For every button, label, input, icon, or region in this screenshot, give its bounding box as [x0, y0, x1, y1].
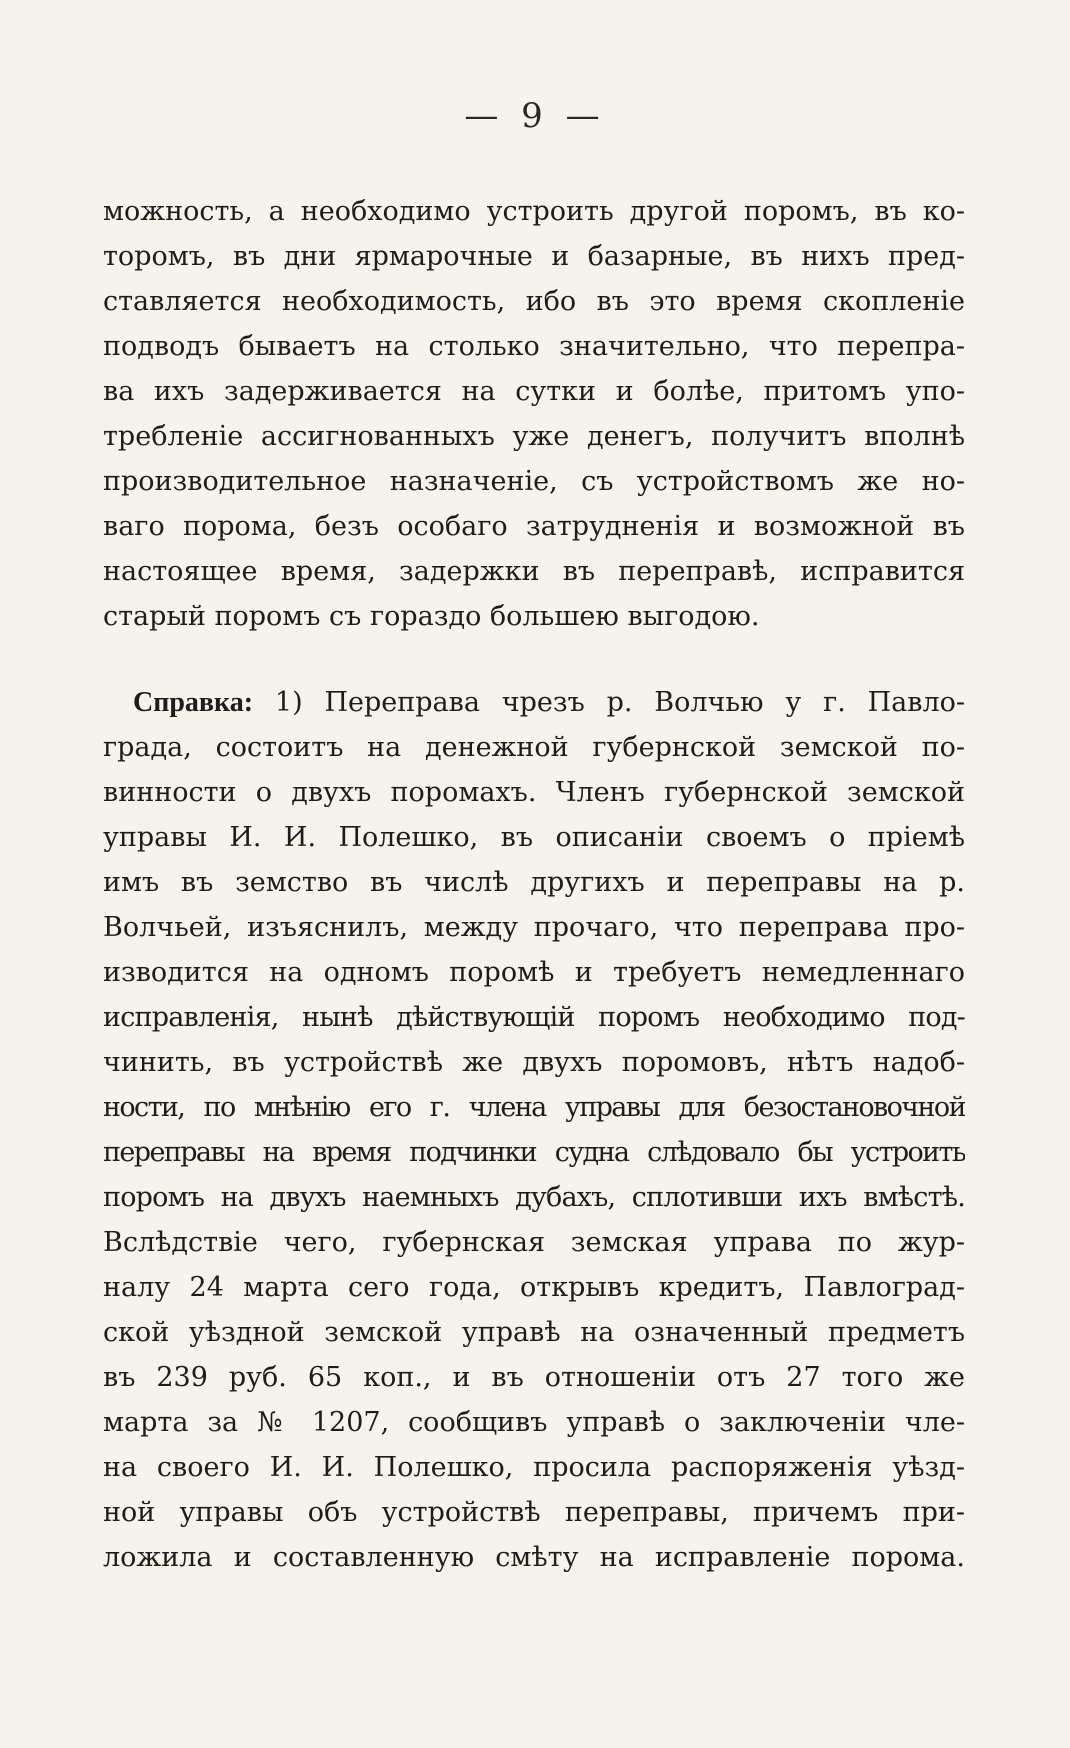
text-line-first: [103, 680, 965, 725]
text-line: переправы на время подчинки судна слѣдовало бы устроить: [103, 1137, 965, 1168]
text-line: ваго порома, безъ особаго затрудненія и возможной въ: [103, 511, 965, 542]
text-line: можность, а необходимо устроить другой поромъ, въ ко-: [103, 196, 965, 227]
reference-label: Справка:: [133, 687, 254, 718]
text-fragment: 1) Переправа чрезъ р. Волчью у г. Павло-: [274, 687, 965, 718]
paragraph-1: [103, 189, 965, 639]
text-line: подводъ бываетъ на столько значительно, что перепра-: [103, 331, 965, 362]
text-line: Волчьей, изъяснилъ, между прочаго, что переправа про-: [103, 912, 965, 943]
text-line: требленіе ассигнованныхъ уже денегъ, получитъ вполнѣ: [103, 421, 965, 452]
text-line: марта за № 1207, сообщивъ управѣ о заключеніи чле-: [103, 1407, 965, 1438]
text-line: производительное назначеніе, съ устройствомъ же но-: [103, 466, 965, 497]
text-line: чинить, въ устройствѣ же двухъ поромовъ, нѣтъ надоб-: [103, 1047, 965, 1078]
text-line: изводится на одномъ поромѣ и требуетъ немедленнаго: [103, 957, 965, 988]
text-line: Вслѣдствіе чего, губернская земская управа по жур-: [103, 1227, 965, 1258]
text-line: настоящее время, задержки въ переправѣ, исправится: [103, 556, 965, 587]
text-line: въ 239 руб. 65 коп., и въ отношеніи отъ 27 того же: [103, 1362, 965, 1393]
text-line: ной управы объ устройствѣ переправы, причемъ при-: [103, 1497, 965, 1528]
paragraph-2: [103, 680, 965, 1580]
text-line: имъ въ земство въ числѣ другихъ и переправы на р.: [103, 867, 965, 898]
text-line: торомъ, въ дни ярмарочные и базарные, въ нихъ пред-: [103, 241, 965, 272]
text-line: на своего И. И. Полешко, просила распоряженія уѣзд-: [103, 1452, 965, 1483]
text-line: старый поромъ съ гораздо большею выгодою.: [103, 601, 760, 632]
text-line: исправленія, нынѣ дѣйствующій поромъ необходимо под-: [103, 1002, 965, 1033]
text-line: ложила и составленную смѣту на исправленіе порома.: [103, 1542, 965, 1573]
text-line: ской уѣздной земской управѣ на означенный предметъ: [103, 1317, 965, 1348]
text-line: ности, по мнѣнію его г. члена управы для безостановочной: [103, 1092, 965, 1123]
text-line: поромъ на двухъ наемныхъ дубахъ, сплотивши ихъ вмѣстѣ.: [103, 1182, 965, 1213]
page-number: — 9 —: [464, 96, 606, 136]
text-line: управы И. И. Полешко, въ описаніи своемъ о пріемѣ: [103, 822, 965, 853]
text-line: налу 24 марта сего года, открывъ кредитъ, Павлоград-: [103, 1272, 965, 1303]
text-line: винности о двухъ поромахъ. Членъ губернской земской: [103, 777, 965, 808]
text-line: ставляется необходимость, ибо въ это время скопленіе: [103, 286, 965, 317]
text-line: града, состоитъ на денежной губернской земской по-: [103, 732, 965, 763]
text-line: ва ихъ задерживается на сутки и болѣе, притомъ упо-: [103, 376, 965, 407]
